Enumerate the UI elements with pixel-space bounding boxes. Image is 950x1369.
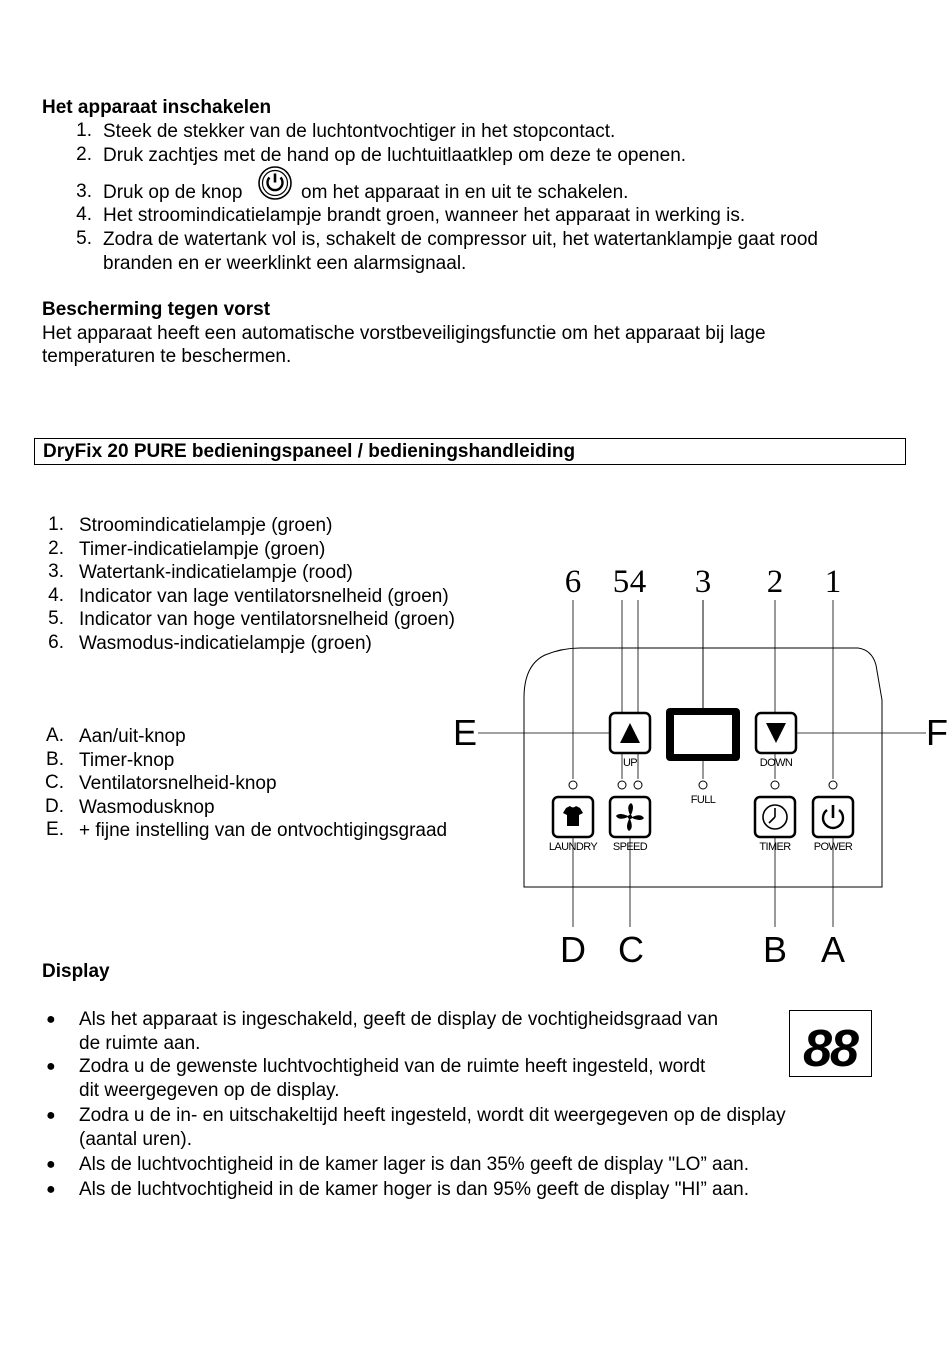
button-letter: D. <box>45 796 64 817</box>
callout-6: 6 <box>564 564 582 600</box>
section-title-switch-on: Het apparaat inschakelen <box>42 97 272 118</box>
callout-5: 5 <box>612 564 630 600</box>
callout-1: 1 <box>824 564 842 600</box>
callout-E: E <box>452 712 478 753</box>
indicator-number: 2. <box>48 538 64 559</box>
speed-label: SPEED <box>612 841 648 853</box>
laundry-label: LAUNDRY <box>548 841 598 853</box>
display-bullet-line: (aantal uren). <box>79 1129 193 1150</box>
button-letter: A. <box>46 725 64 746</box>
indicator-text: Wasmodus-indicatielampje (groen) <box>79 633 372 654</box>
display-bullet-line: dit weergegeven op de display. <box>79 1080 340 1101</box>
display-bullet-line: Als de luchtvochtigheid in de kamer hoger is dan 95% geeft de display "HI” aan. <box>79 1179 750 1200</box>
step-text: Het stroomindicatielampje brandt groen, wanneer het apparaat in werking is. <box>103 205 746 226</box>
step-number: 4. <box>76 204 92 225</box>
indicator-number: 6. <box>48 632 64 653</box>
button-letter: C. <box>45 772 64 793</box>
power-indicator-lamp <box>829 781 837 789</box>
laundry-indicator-lamp <box>569 781 577 789</box>
section-title-display: Display <box>42 961 110 982</box>
button-text: Ventilatorsnelheid-knop <box>79 773 277 794</box>
step-number: 3. <box>76 181 92 202</box>
indicator-text: Indicator van hoge ventilatorsnelheid (groen) <box>79 609 456 630</box>
low-speed-indicator-lamp <box>634 781 642 789</box>
indicator-text: Timer-indicatielampje (groen) <box>79 539 326 560</box>
display-bullet-line: Zodra u de gewenste luchtvochtigheid van de ruimte heeft ingesteld, wordt <box>79 1056 706 1077</box>
button-letter: B. <box>46 749 64 770</box>
callout-B: B <box>762 929 788 970</box>
button-text: Aan/uit-knop <box>79 726 186 747</box>
step-text-after: om het apparaat in en uit te schakelen. <box>301 182 629 203</box>
display-bullet-line: de ruimte aan. <box>79 1033 201 1054</box>
seven-segment-display <box>790 1011 871 1076</box>
callout-4: 4 <box>629 564 647 600</box>
display-bullet-line: Als de luchtvochtigheid in de kamer lager is dan 35% geeft de display "LO” aan. <box>79 1154 750 1175</box>
display-bullet-line: Als het apparaat is ingeschakeld, geeft de display de vochtigheidsgraad van <box>79 1009 719 1030</box>
step-number: 2. <box>76 144 92 165</box>
bullet-dot: ● <box>46 1058 56 1075</box>
indicator-text: Watertank-indicatielampje (rood) <box>79 562 353 583</box>
indicator-text: Indicator van lage ventilatorsnelheid (groen) <box>79 586 449 607</box>
step-number: 5. <box>76 228 92 249</box>
step-text-before: Druk op de knop <box>103 182 243 203</box>
step-text: Druk zachtjes met de hand op de luchtuitlaatklep om deze te openen. <box>103 145 687 166</box>
digit-display-box <box>789 1010 872 1077</box>
bullet-dot: ● <box>46 1107 56 1124</box>
step-number: 1. <box>76 120 92 141</box>
step-text-continued: branden en er weerklinkt een alarmsignaal. <box>103 253 467 274</box>
full-label: FULL <box>690 794 716 806</box>
display-digits: 88 <box>803 1020 857 1076</box>
indicator-number: 4. <box>48 585 64 606</box>
bullet-dot: ● <box>46 1011 56 1028</box>
full-indicator-lamp <box>699 781 707 789</box>
indicator-number: 1. <box>48 514 64 535</box>
button-text: Timer-knop <box>79 750 175 771</box>
indicator-number: 5. <box>48 608 64 629</box>
step-text: Steek de stekker van de luchtontvochtiger in het stopcontact. <box>103 121 616 142</box>
indicator-number: 3. <box>48 561 64 582</box>
callout-F: F <box>926 712 948 753</box>
section-title-frost: Bescherming tegen vorst <box>42 299 271 320</box>
callout-C: C <box>618 929 644 970</box>
callout-D: D <box>560 929 586 970</box>
button-text: + fijne instelling van de ontvochtigingsgraad <box>79 820 448 841</box>
bullet-dot: ● <box>46 1156 56 1173</box>
panel-heading: DryFix 20 PURE bedieningspaneel / bedieningshandleiding <box>43 441 576 462</box>
high-speed-indicator-lamp <box>618 781 626 789</box>
frost-text-line: temperaturen te beschermen. <box>42 346 292 367</box>
indicator-text: Stroomindicatielampje (groen) <box>79 515 333 536</box>
button-text: Wasmodusknop <box>79 797 215 818</box>
timer-label: TIMER <box>759 841 791 853</box>
timer-indicator-lamp <box>771 781 779 789</box>
down-label: DOWN <box>759 757 793 769</box>
step-text: Zodra de watertank vol is, schakelt de compressor uit, het watertanklampje gaat rood <box>103 229 818 250</box>
frost-text-line: Het apparaat heeft een automatische vorstbeveiligingsfunctie om het apparaat bij lage <box>42 323 766 344</box>
callout-3: 3 <box>694 564 712 600</box>
bullet-dot: ● <box>46 1181 56 1198</box>
callout-2: 2 <box>766 564 784 600</box>
power-label: POWER <box>813 841 853 853</box>
up-label: UP <box>622 757 638 769</box>
display-bullet-line: Zodra u de in- en uitschakeltijd heeft ingesteld, wordt dit weergegeven op de display <box>79 1105 786 1126</box>
button-letter: E. <box>46 819 64 840</box>
callout-A: A <box>820 929 846 970</box>
